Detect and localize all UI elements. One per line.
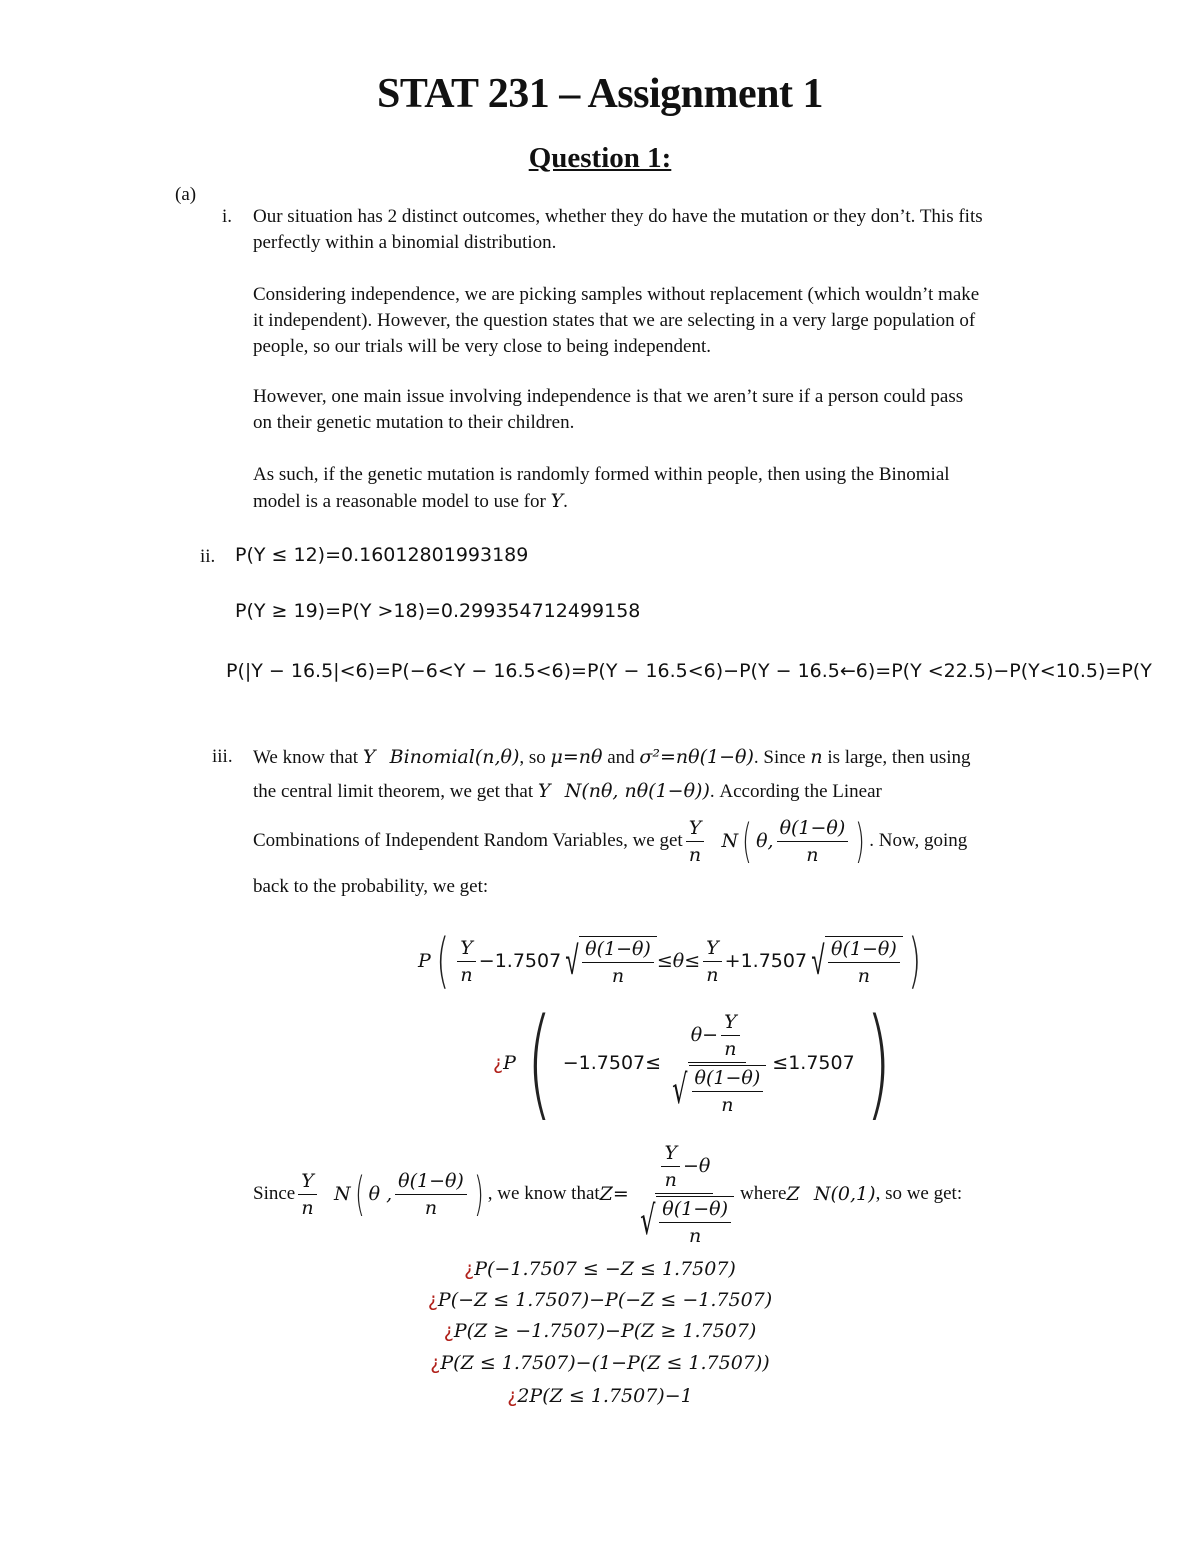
- step-2: ¿P(−Z ≤ 1.7507)−P(−Z ≤ −1.7507): [427, 1289, 773, 1311]
- item-i-para2-line3: people, so our trials will be very close to being independent.: [253, 336, 711, 357]
- item-i-para1-line2: perfectly within a binomial distribution.: [253, 232, 557, 253]
- item-ii-eq1: P(Y ≤ 12)=0.16012801993189: [235, 544, 529, 566]
- question-heading: Question 1:: [528, 142, 672, 174]
- item-i-para3-line1: However, one main issue involving independence is that we aren’t sure if a person could pass: [253, 386, 964, 407]
- part-label: (a): [175, 184, 197, 205]
- y-over-n-frac: $\frac{Y}{n}$: [686, 817, 705, 866]
- item-i-para2-line1: Considering independence, we are picking samples without replacement (which wouldn’t make: [253, 284, 980, 305]
- item-i-para4-line2: model is a reasonable model to use for Y.: [253, 490, 568, 512]
- item-iii-line2: the central limit theorem, we get that Y N(nθ, nθ(1−θ)). According the Linear: [253, 780, 882, 802]
- standardized-eq: ¿ P ( −1.7507≤ θ− $\frac{Y}{n}$ √ $\frac{\theta(1-\theta)}{n}$ ≤1.7507 ): [493, 993, 891, 1133]
- confidence-interval-eq: P ( $\frac{Y}{n}$ −1.7507 √ $\frac{\theta(1-\theta)}{n}$ ≤θ≤ $\frac{Y}{n}$ +1.7507 √ $\frac{\theta(1-\theta)}{n}$ ): [418, 926, 921, 996]
- we-know-text: , we know that: [487, 1183, 600, 1204]
- line3-end: . Now, going: [869, 830, 968, 851]
- item-iii-marker: iii.: [212, 746, 233, 767]
- item-iii-line1: We know that Y Binomial(n,θ), so μ=nθ and σ²=nθ(1−θ). Since n is large, then using: [253, 746, 971, 768]
- since-label: Since: [253, 1183, 296, 1204]
- step-4: ¿P(Z ≤ 1.7507)−(1−P(Z ≤ 1.7507)): [430, 1352, 770, 1374]
- line3-text: Combinations of Independent Random Variables, we get: [253, 830, 683, 851]
- step-1: ¿P(−1.7507 ≤ −Z ≤ 1.7507): [464, 1258, 736, 1280]
- item-i-marker: i.: [222, 206, 233, 227]
- item-iii-line3: Combinations of Independent Random Variables, we get $\frac{Y}{n}$ N ( θ, $\frac{\theta(1-\theta)}{n}$ ) . Now, going: [253, 814, 968, 868]
- since-line: Since $\frac{Y}{n}$ N ( θ , $\frac{\theta(1-\theta)}{n}$ ) , we know that Z= $\frac{Y}{n}$ −θ √ $\frac{\theta(1-\theta)}{n}$ where Z N(0,1) , so we get:: [253, 1141, 963, 1247]
- item-i-para3-line2: on their genetic mutation to their children.: [253, 412, 575, 433]
- item-ii-marker: ii.: [200, 546, 216, 567]
- item-ii-eq2: P(Y ≥ 19)=P(Y >18)=0.299354712499158: [235, 600, 641, 622]
- item-i-para4-line1: As such, if the genetic mutation is randomly formed within people, then using the Binomial: [253, 464, 950, 485]
- so-we-get-text: , so we get:: [875, 1183, 963, 1204]
- where-text: where: [740, 1183, 787, 1204]
- item-i-para2-line2: it independent). However, the question states that we are selecting in a very large population of: [253, 310, 976, 331]
- item-i-para1-line1: Our situation has 2 distinct outcomes, whether they do have the mutation or they don’t. This fits: [253, 206, 983, 227]
- page-title: STAT 231 – Assignment 1: [377, 71, 823, 117]
- item-ii-eq3: P(|Y − 16.5|<6)=P(−6<Y − 16.5<6)=P(Y − 16.5<6)−P(Y − 16.5←6)=P(Y <22.5)−P(Y<10.5)=P(Y: [226, 660, 1152, 682]
- step-3: ¿P(Z ≥ −1.7507)−P(Z ≥ 1.7507): [443, 1320, 757, 1342]
- variance-frac: $\frac{\theta(1-\theta)}{n}$: [777, 817, 849, 866]
- item-iii-line4: back to the probability, we get:: [253, 876, 489, 897]
- step-5: ¿2P(Z ≤ 1.7507)−1: [507, 1385, 693, 1407]
